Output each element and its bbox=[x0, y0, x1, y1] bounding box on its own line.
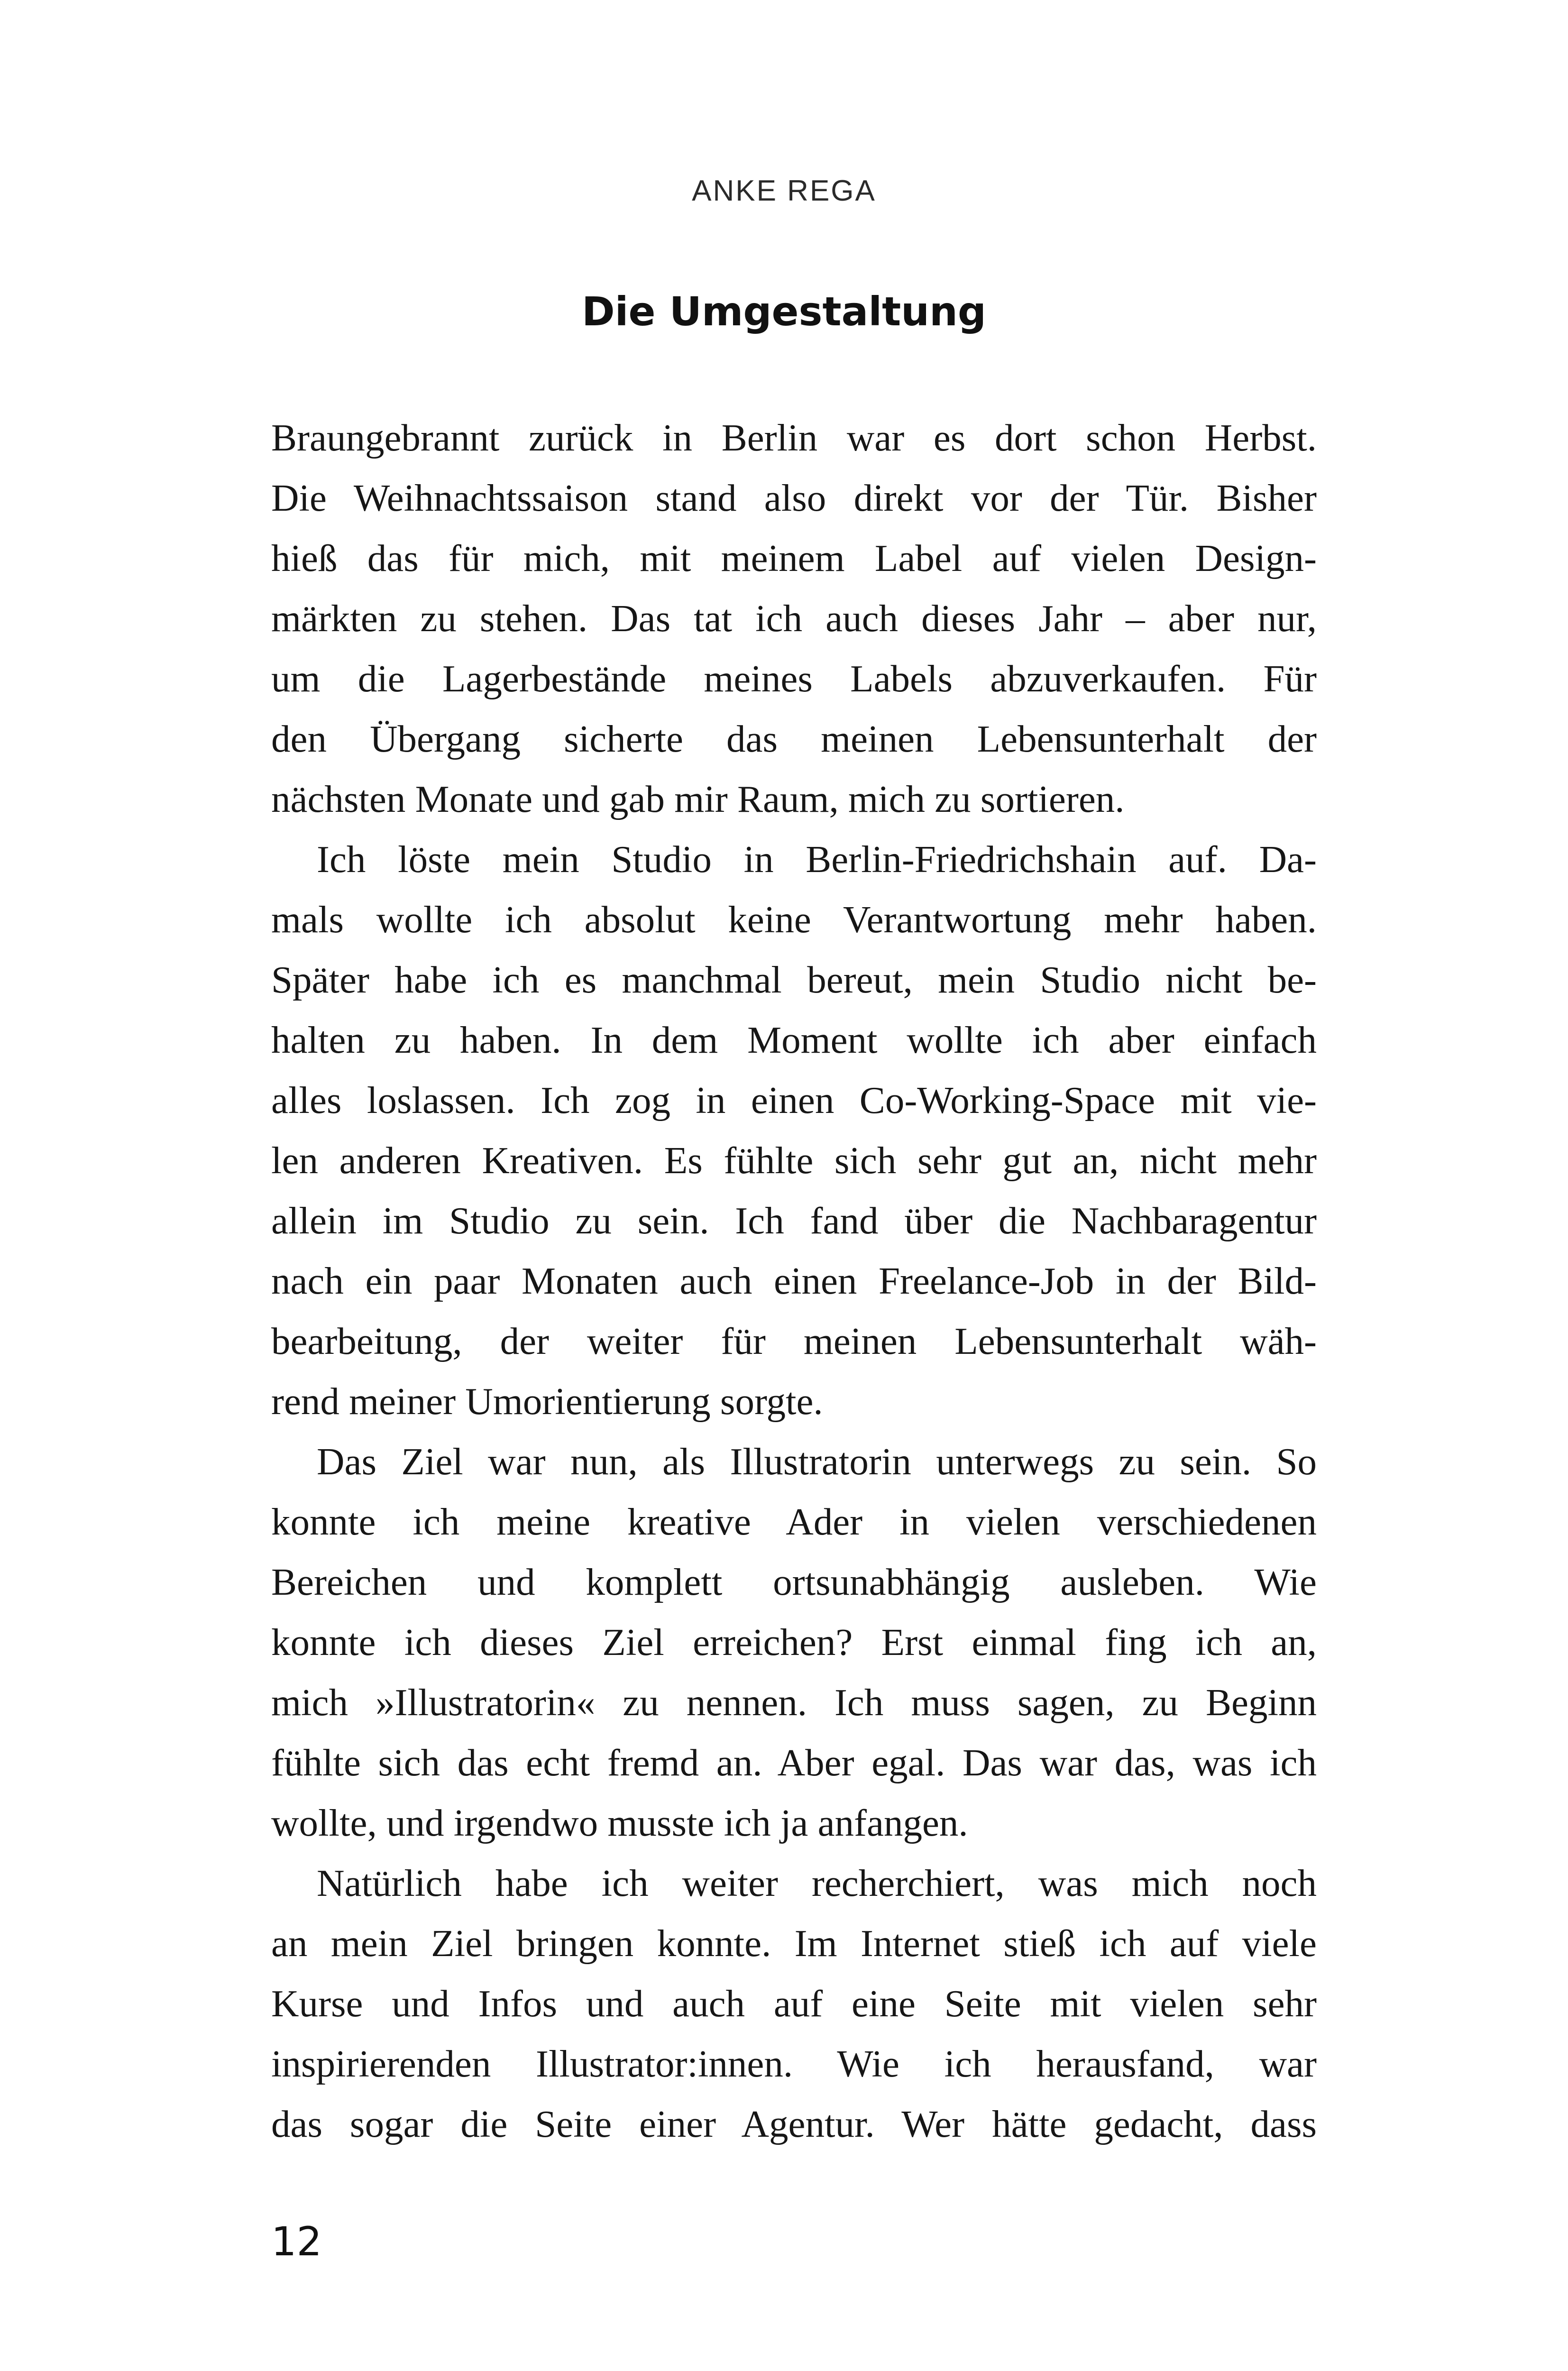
text-line: fühlte sich das echt fremd an. Aber egal. Das war das, was ich bbox=[271, 1741, 1317, 1784]
text-line: Bereichen und komplett ortsunabhängig ausleben. Wie bbox=[271, 1561, 1317, 1603]
text-line: bearbeitung, der weiter für meinen Lebensunterhalt wäh- bbox=[271, 1320, 1317, 1362]
paragraph bbox=[271, 1432, 1317, 1853]
text-line: halten zu haben. In dem Moment wollte ich aber einfach bbox=[271, 1019, 1317, 1061]
text-line: mals wollte ich absolut keine Verantwortung mehr haben. bbox=[271, 898, 1317, 941]
paragraph bbox=[271, 408, 1317, 829]
text-line: an mein Ziel bringen konnte. Im Internet stieß ich auf viele bbox=[271, 1922, 1317, 1965]
text-line: das sogar die Seite einer Agentur. Wer hätte gedacht, dass bbox=[271, 2103, 1317, 2145]
text-line: len anderen Kreativen. Es fühlte sich sehr gut an, nicht mehr bbox=[271, 1139, 1317, 1182]
body-text bbox=[271, 408, 1317, 2154]
text-line: nach ein paar Monaten auch einen Freelance-Job in der Bild- bbox=[271, 1259, 1317, 1302]
text-line: rend meiner Umorientierung sorgte. bbox=[271, 1380, 823, 1423]
text-line: Natürlich habe ich weiter recherchiert, was mich noch bbox=[317, 1862, 1317, 1904]
text-line: hieß das für mich, mit meinem Label auf vielen Design- bbox=[271, 537, 1317, 579]
text-line: Ich löste mein Studio in Berlin-Friedrichshain auf. Da- bbox=[317, 838, 1317, 881]
paragraph bbox=[271, 1853, 1317, 2154]
paragraph bbox=[271, 829, 1317, 1432]
running-header-author: ANKE REGA bbox=[692, 175, 876, 207]
text-line: nächsten Monate und gab mir Raum, mich zu sortieren. bbox=[271, 778, 1125, 820]
text-line: Die Weihnachtssaison stand also direkt vor der Tür. Bisher bbox=[271, 477, 1317, 519]
text-line: inspirierenden Illustrator:innen. Wie ich herausfand, war bbox=[271, 2042, 1317, 2085]
text-line: Kurse und Infos und auch auf eine Seite mit vielen sehr bbox=[271, 1982, 1317, 2025]
text-line: den Übergang sicherte das meinen Lebensunterhalt der bbox=[271, 717, 1317, 760]
text-line: märkten zu stehen. Das tat ich auch dieses Jahr – aber nur, bbox=[271, 597, 1317, 640]
text-line: Das Ziel war nun, als Illustratorin unterwegs zu sein. So bbox=[317, 1440, 1317, 1483]
text-line: konnte ich dieses Ziel erreichen? Erst einmal fing ich an, bbox=[271, 1621, 1317, 1663]
text-line: konnte ich meine kreative Ader in vielen verschiedenen bbox=[271, 1500, 1317, 1543]
text-line: mich »Illustratorin« zu nennen. Ich muss sagen, zu Beginn bbox=[271, 1681, 1317, 1724]
text-line: wollte, und irgendwo musste ich ja anfangen. bbox=[271, 1801, 968, 1844]
text-line: alles loslassen. Ich zog in einen Co-Working-Space mit vie- bbox=[271, 1079, 1317, 1121]
page-number: 12 bbox=[271, 2218, 322, 2265]
text-line: um die Lagerbestände meines Labels abzuverkaufen. Für bbox=[271, 657, 1317, 700]
text-line: Braungebrannt zurück in Berlin war es dort schon Herbst. bbox=[271, 416, 1317, 459]
text-line: allein im Studio zu sein. Ich fand über die Nachbaragentur bbox=[271, 1199, 1317, 1242]
chapter-title: Die Umgestaltung bbox=[581, 288, 987, 335]
text-line: Später habe ich es manchmal bereut, mein Studio nicht be- bbox=[271, 958, 1317, 1001]
